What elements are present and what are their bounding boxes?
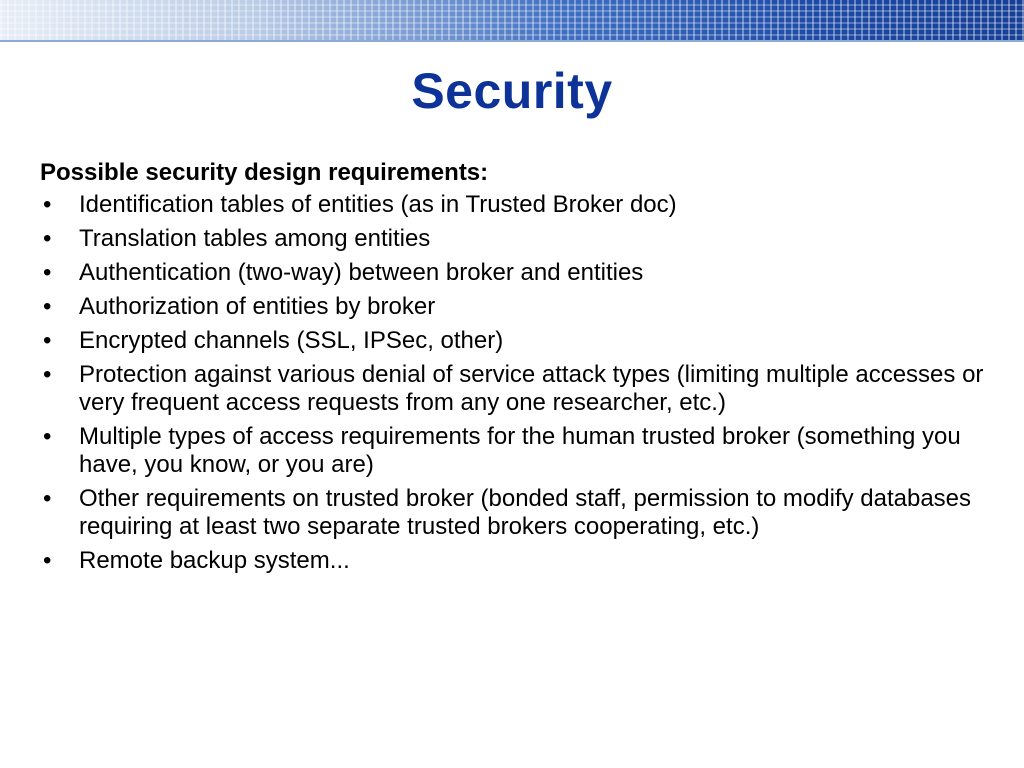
list-item (40, 485, 990, 541)
list-item-text: Authentication (two-way) between broker and entities (79, 259, 644, 286)
bullet-icon: • (43, 191, 52, 218)
list-item (40, 225, 990, 253)
header-banner (0, 0, 1024, 42)
bullet-icon: • (43, 225, 52, 252)
list-item (40, 293, 990, 321)
list-item-text: Other requirements on trusted broker (bonded staff, permission to modify databases requiring at least two separate trusted brokers cooperating, etc.) (79, 485, 972, 540)
list-item (40, 191, 990, 219)
list-item-text: Encrypted channels (SSL, IPSec, other) (79, 327, 504, 354)
list-item-text: Authorization of entities by broker (79, 293, 436, 320)
bullet-icon: • (43, 361, 52, 388)
list-item-text: Remote backup system... (79, 547, 350, 574)
bullet-icon: • (43, 547, 52, 574)
list-item (40, 259, 990, 287)
section-heading: Possible security design requirements: (40, 159, 489, 186)
bullet-icon: • (43, 327, 52, 354)
list-item-text: Identification tables of entities (as in Trusted Broker doc) (79, 191, 677, 218)
list-item (40, 327, 990, 355)
slide-title: Security (411, 63, 613, 119)
banner-pattern (0, 0, 1024, 42)
list-item (40, 361, 990, 417)
slide-body (40, 158, 990, 581)
bullet-icon: • (43, 259, 52, 286)
requirements-list (40, 191, 990, 575)
list-item-text: Multiple types of access requirements for the human trusted broker (something you have, you know, or you are) (79, 423, 961, 478)
list-item-text: Protection against various denial of service attack types (limiting multiple accesses or very frequent access requests from any one researcher, etc.) (79, 361, 984, 416)
bullet-icon: • (43, 423, 52, 450)
bullet-icon: • (43, 485, 52, 512)
banner-divider (0, 40, 1024, 42)
bullet-icon: • (43, 293, 52, 320)
list-item-text: Translation tables among entities (79, 225, 431, 252)
list-item (40, 423, 990, 479)
list-item (40, 547, 990, 575)
